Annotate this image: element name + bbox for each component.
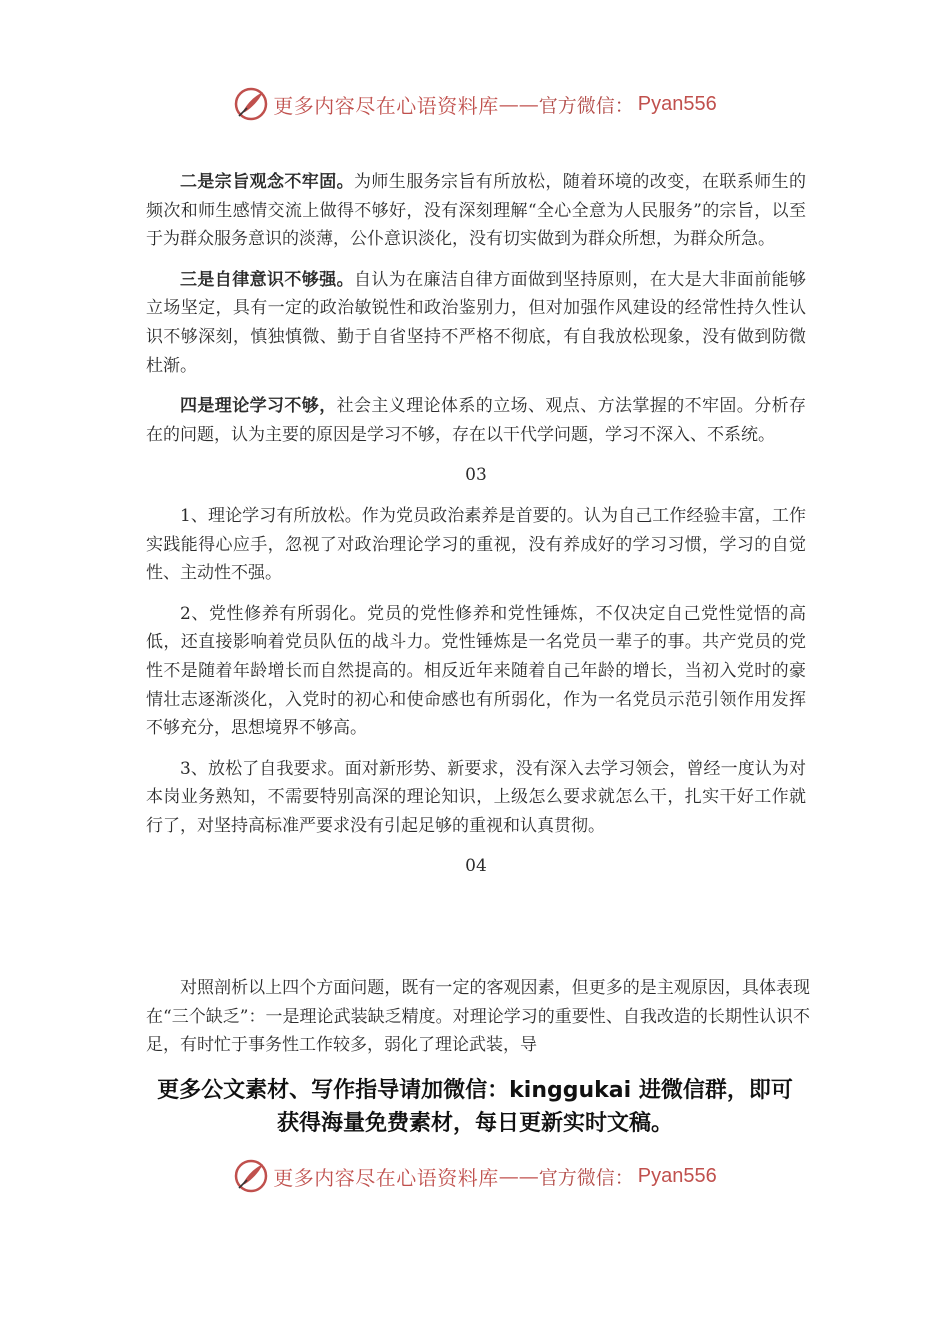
banner-brand-text: 更多内容尽在心语资料库 xyxy=(273,1165,499,1190)
banner-separator: —— xyxy=(498,1164,539,1188)
paragraph-self-discipline xyxy=(146,266,806,380)
paragraph-lead: 四是理论学习不够， xyxy=(180,396,337,417)
section-04-paragraph-container xyxy=(146,974,810,1060)
banner-wechat-label: 官方微信： xyxy=(538,1166,634,1189)
banner-brand-text: 更多内容尽在心语资料库 xyxy=(273,93,499,118)
section-03-item: 3、放松了自我要求。面对新形势、新要求，没有深入去学习领会，曾经一度认为对本岗业务熟知，不需要特别高深的理论知识，上级怎么要求就怎么干，扎实干好工作就行了，对坚持高标准严要求没有引起足够的重视和认真贯彻。 xyxy=(146,758,806,836)
banner-wechat-id: Pyan556 xyxy=(637,92,717,115)
promo-line-2: 获得海量免费素材，每日更新实时文稿。 xyxy=(276,1111,673,1136)
section-number-04: 04 xyxy=(465,856,487,877)
footer-banner xyxy=(0,1156,950,1196)
paragraph-lead: 三是自律意识不够强。 xyxy=(180,269,354,290)
banner-separator: —— xyxy=(498,92,539,116)
promo-line-1: 更多公文素材、写作指导请加微信：kinggukai 进微信群，即可 xyxy=(157,1078,793,1103)
paragraph-theory-study xyxy=(146,392,806,449)
paragraph-purpose xyxy=(146,168,806,254)
banner-wechat-label: 官方微信： xyxy=(538,94,634,117)
section-03-item: 1、理论学习有所放松。作为党员政治素养是首要的。认为自己工作经验丰富，工作实践能得心应手，忽视了对政治理论学习的重视，没有养成好的学习习惯，学习的自觉性、主动性不强。 xyxy=(146,505,806,584)
paragraph-text: 社会主义理论体系的立场、观点、方法掌握的不牢固。分析存在的问题，认为主要的原因是学习不够，存在以干代学问题，学习不深入、不系统。 xyxy=(146,396,807,445)
paragraph-text: 自认为在廉洁自律方面做到坚持原则，在大是大非面前能够立场坚定，具有一定的政治敏锐性和政治鉴别力，但对加强作风建设的经常性持久性认识不够深刻，慎独慎微、勤于自省坚持不严格不彻底，有自我放松现象，没有做到防微杜渐。 xyxy=(146,269,806,376)
paragraph-lead: 二是宗旨观念不牢固。 xyxy=(180,172,354,192)
document-body xyxy=(146,168,806,893)
section-04-paragraph: 对照剖析以上四个方面问题，既有一定的客观因素，但更多的是主观原因，具体表现在“三个缺乏”：一是理论武装缺乏精度。对理论学习的重要性、自我改造的长期性认识不足，有时忙于事务性工作较多，弱化了理论武装，导 xyxy=(146,978,810,1056)
banner-wechat-id: Pyan556 xyxy=(637,1164,717,1187)
header-banner xyxy=(0,84,950,124)
promo-notice xyxy=(0,1074,950,1140)
section-number-03: 03 xyxy=(465,465,487,486)
quill-logo-icon xyxy=(233,86,269,122)
paragraph-text: 为师生服务宗旨有所放松，随着环境的改变，在联系师生的频次和师生感情交流上做得不够好，没有深刻理解“全心全意为人民服务”的宗旨，以至于为群众服务意识的淡薄，公仆意识淡化，没有切实做到为群众所想，为群众所急。 xyxy=(146,172,806,250)
quill-logo-icon xyxy=(233,1158,269,1194)
section-03-item: 2、党性修养有所弱化。党员的党性修养和党性锤炼，不仅决定自己党性觉悟的高低，还直接影响着党员队伍的战斗力。党性锤炼是一名党员一辈子的事。共产党员的党性不是随着年龄增长而自然提高的。相反近年来随着自己年龄的增长，当初入党时的豪情壮志逐渐淡化，入党时的初心和使命感也有所弱化，作为一名党员示范引领作用发挥不够充分，思想境界不够高。 xyxy=(146,603,806,739)
